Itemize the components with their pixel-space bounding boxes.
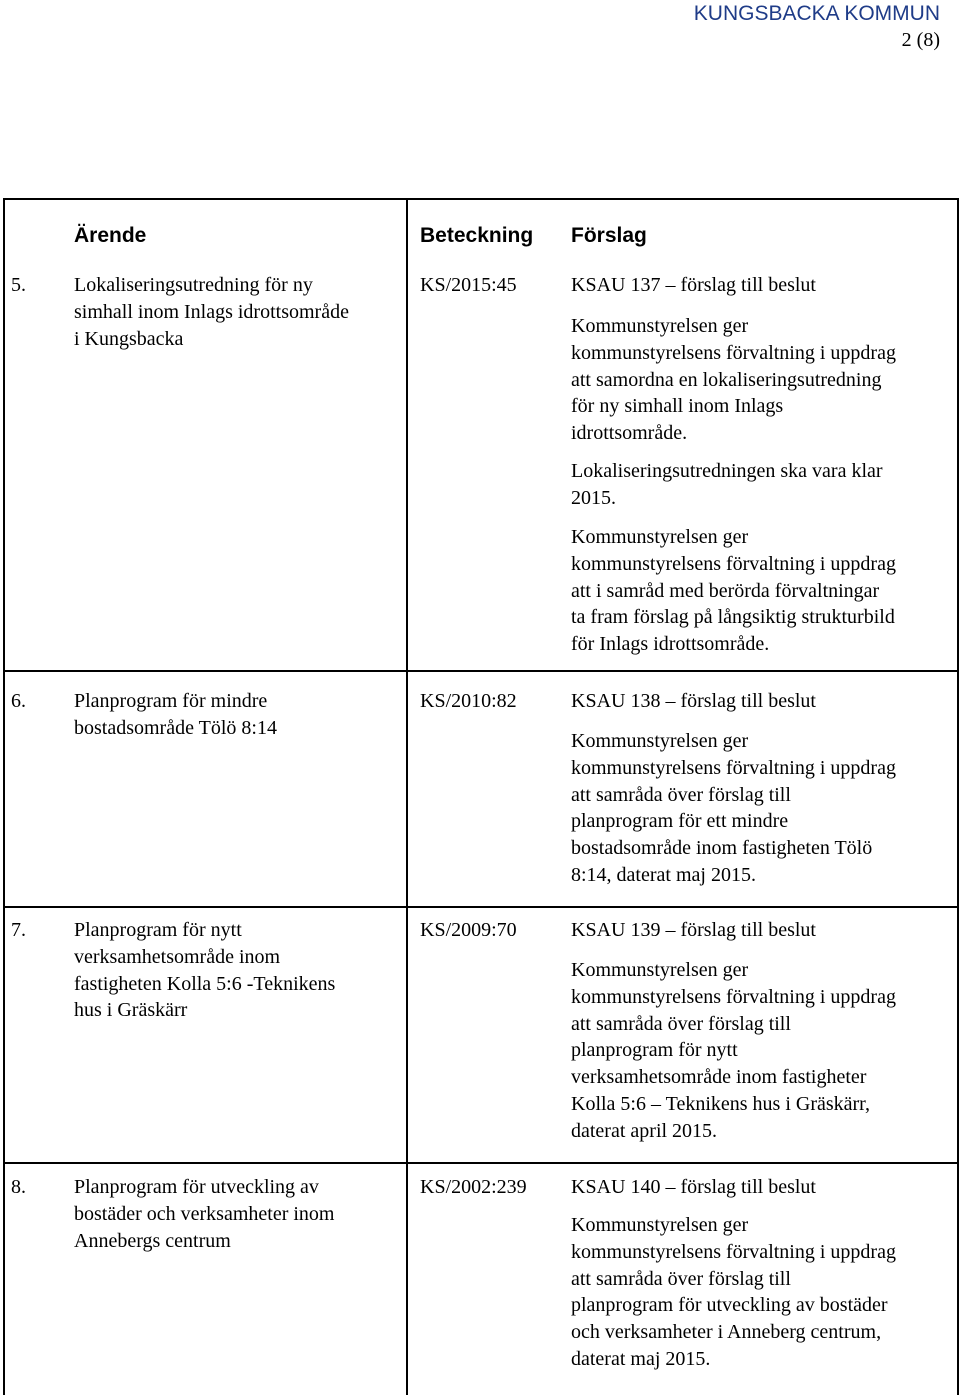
decision-heading: KSAU 140 – förslag till beslut	[571, 1176, 816, 1198]
title-line: verksamhetsområde inom	[74, 945, 281, 968]
text-line: daterat maj 2015.	[571, 1347, 711, 1370]
text-line: ta fram förslag på långsiktig strukturbild	[571, 606, 895, 629]
item-title	[74, 1174, 334, 1254]
item-number: 7.	[11, 919, 26, 941]
title-line: hus i Gräskärr	[74, 999, 188, 1022]
beteckning: KS/2002:239	[420, 1176, 527, 1198]
text-line: kommunstyrelsens förvaltning i uppdrag	[571, 756, 896, 779]
text-line: kommunstyrelsens förvaltning i uppdrag	[571, 552, 896, 575]
text-line: att i samråd med berörda förvaltningar	[571, 579, 880, 602]
proposal-paragraph	[571, 458, 883, 512]
text-line: verksamhetsområde inom fastigheter	[571, 1066, 867, 1089]
decision-heading: KSAU 137 – förslag till beslut	[571, 274, 816, 296]
text-line: Kommunstyrelsen ger	[571, 959, 749, 981]
text-line: kommunstyrelsens förvaltning i uppdrag	[571, 341, 896, 364]
org-name: KUNGSBACKA KOMMUN	[693, 2, 940, 25]
text-line: planprogram för ett mindre	[571, 810, 789, 833]
beteckning: KS/2009:70	[420, 919, 517, 941]
text-line: bostadsområde inom fastigheten Tölö	[571, 837, 873, 860]
title-line: bostadsområde Tölö 8:14	[74, 716, 277, 739]
title-line: i Kungsbacka	[74, 327, 184, 350]
row-divider	[5, 1162, 957, 1164]
column-header-forslag: Förslag	[571, 224, 647, 247]
text-line: planprogram för nytt	[571, 1039, 738, 1062]
text-line: Lokaliseringsutredningen ska vara klar	[571, 460, 883, 482]
column-divider	[406, 200, 408, 1395]
item-number: 5.	[11, 274, 26, 296]
text-line: daterat april 2015.	[571, 1119, 718, 1142]
title-line: Planprogram för utveckling av	[74, 1176, 319, 1198]
row-divider	[5, 906, 957, 908]
text-line: Kolla 5:6 – Teknikens hus i Gräskärr,	[571, 1092, 871, 1115]
text-line: att samråda över förslag till	[571, 1012, 791, 1035]
text-line: att samråda över förslag till	[571, 1267, 791, 1290]
text-line: Kommunstyrelsen ger	[571, 315, 749, 337]
item-number: 6.	[11, 690, 26, 712]
text-line: kommunstyrelsens förvaltning i uppdrag	[571, 985, 896, 1008]
text-line: 2015.	[571, 486, 616, 509]
text-line: idrottsområde.	[571, 422, 688, 445]
proposal-paragraph	[571, 313, 896, 447]
text-line: planprogram för utveckling av bostäder	[571, 1294, 888, 1317]
proposal-paragraph	[571, 1212, 896, 1373]
text-line: att samråda över förslag till	[571, 783, 791, 806]
text-line: kommunstyrelsens förvaltning i uppdrag	[571, 1240, 896, 1263]
text-line: Kommunstyrelsen ger	[571, 526, 749, 548]
title-line: Lokaliseringsutredning för ny	[74, 274, 313, 296]
decision-heading: KSAU 139 – förslag till beslut	[571, 919, 816, 941]
proposal-paragraph	[571, 728, 896, 889]
item-title	[74, 688, 277, 742]
text-line: 8:14, daterat maj 2015.	[571, 863, 756, 886]
beteckning: KS/2010:82	[420, 690, 517, 712]
title-line: fastigheten Kolla 5:6 -Teknikens	[74, 972, 336, 995]
text-line: och verksamheter i Anneberg centrum,	[571, 1321, 882, 1344]
title-line: Planprogram för mindre	[74, 690, 268, 712]
title-line: Planprogram för nytt	[74, 919, 242, 941]
item-title	[74, 272, 349, 352]
title-line: bostäder och verksamheter inom	[74, 1202, 335, 1225]
page-header	[694, 0, 940, 53]
page-number: 2 (8)	[901, 29, 940, 51]
proposal-paragraph	[571, 957, 896, 1145]
text-line: Kommunstyrelsen ger	[571, 1214, 749, 1236]
title-line: simhall inom Inlags idrottsområde	[74, 300, 349, 323]
beteckning: KS/2015:45	[420, 274, 517, 296]
column-header-arende: Ärende	[74, 224, 147, 247]
item-title	[74, 917, 335, 1024]
item-number: 8.	[11, 1176, 26, 1198]
row-divider	[5, 670, 957, 672]
decision-heading: KSAU 138 – förslag till beslut	[571, 690, 816, 712]
text-line: för ny simhall inom Inlags	[571, 395, 784, 418]
text-line: att samordna en lokaliseringsutredning	[571, 368, 882, 391]
text-line: Kommunstyrelsen ger	[571, 730, 749, 752]
column-header-beteckning: Beteckning	[420, 224, 534, 247]
proposal-paragraph	[571, 524, 896, 658]
text-line: för Inlags idrottsområde.	[571, 633, 770, 656]
title-line: Annebergs centrum	[74, 1229, 231, 1252]
